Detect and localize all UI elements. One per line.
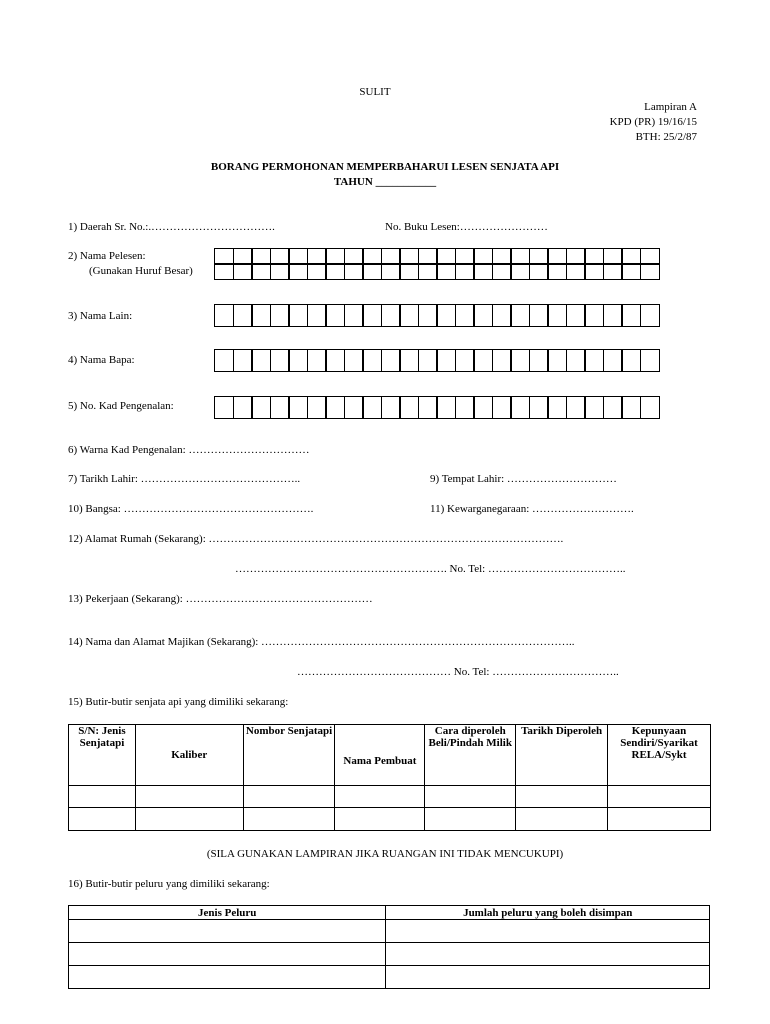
field-home-address-line2: …………………………………………………. No. Tel: ……………………………….. [235, 563, 626, 575]
firearm-header-ownership: Kepunyaan Sendiri/Syarikat RELA/Sykt [608, 725, 711, 786]
field-ic-number-label: 5) No. Kad Pengenalan: [68, 400, 174, 412]
firearm-header-acquired-how: Cara diperoleh Beli/Pindah Milik [425, 725, 516, 786]
table-cell[interactable] [516, 808, 608, 831]
table-cell[interactable] [135, 786, 243, 808]
field-firearms-label: 15) Butir-butir senjata api yang dimiliki sekarang: [68, 696, 289, 708]
insufficient-space-note: (SILA GUNAKAN LAMPIRAN JIKA RUANGAN INI TIDAK MENCUKUPI) [206, 848, 564, 860]
table-cell[interactable] [69, 966, 386, 989]
licensee-name-boxes-row2[interactable] [214, 263, 658, 280]
field-employer-line2: …………………………………… No. Tel: …………………………….. [297, 666, 619, 678]
table-cell[interactable] [516, 786, 608, 808]
classification-label: SULIT [359, 86, 391, 98]
form-title: BORANG PERMOHONAN MEMPERBAHARUI LESEN SENJATA API [210, 161, 560, 173]
ic-number-boxes[interactable] [214, 396, 658, 419]
field-licensee-name-label: 2) Nama Pelesen: [68, 250, 146, 262]
table-cell[interactable] [608, 808, 711, 831]
field-father-name-label: 4) Nama Bapa: [68, 354, 135, 366]
table-cell[interactable] [386, 966, 710, 989]
field-place-of-birth: 9) Tempat Lahir: ………………………… [430, 473, 617, 485]
table-cell[interactable] [69, 943, 386, 966]
table-cell[interactable] [335, 786, 425, 808]
table-cell[interactable] [386, 943, 710, 966]
firearm-header-calibre: Kaliber [135, 725, 243, 786]
table-cell[interactable] [386, 920, 710, 943]
ammunition-table [68, 905, 710, 989]
field-ammunition-label: 16) Butir-butir peluru yang dimiliki sekarang: [68, 878, 270, 890]
ref-line-2: KPD (PR) 19/16/15 [609, 116, 697, 128]
field-licensee-name-hint: (Gunakan Huruf Besar) [89, 265, 193, 277]
form-year: TAHUN ___________ [333, 176, 437, 188]
table-cell[interactable] [425, 808, 516, 831]
table-cell[interactable] [69, 920, 386, 943]
field-ic-colour: 6) Warna Kad Pengenalan: …………………………… [68, 444, 310, 456]
field-district-serial: 1) Daerah Sr. No.:.……………………………. [68, 221, 275, 233]
ammo-header-quantity: Jumlah peluru yang boleh disimpan [386, 906, 710, 920]
father-name-boxes[interactable] [214, 349, 658, 372]
firearm-header-type: S/N: Jenis Senjatapi [69, 725, 136, 786]
firearm-header-maker: Nama Pembuat [335, 725, 425, 786]
ref-line-1: Lampiran A [644, 101, 697, 113]
table-cell[interactable] [69, 808, 136, 831]
field-occupation: 13) Pekerjaan (Sekarang): …………………………………………… [68, 593, 373, 605]
field-employer: 14) Nama dan Alamat Majikan (Sekarang): ………………………………………………………………………….. [68, 636, 575, 648]
firearm-table [68, 724, 711, 831]
field-date-of-birth: 7) Tarikh Lahir: …………………………………….. [68, 473, 301, 485]
field-license-book-no: No. Buku Lesen:…………………… [385, 221, 548, 233]
table-cell[interactable] [425, 786, 516, 808]
ref-line-3: BTH: 25/2/87 [635, 131, 697, 143]
field-home-address: 12) Alamat Rumah (Sekarang): ……………………………………………………………………………………. [68, 533, 564, 545]
table-cell[interactable] [243, 786, 335, 808]
table-cell[interactable] [243, 808, 335, 831]
ammo-header-type: Jenis Peluru [69, 906, 386, 920]
table-cell[interactable] [135, 808, 243, 831]
firearm-header-acquired-date: Tarikh Diperoleh [516, 725, 608, 786]
table-cell[interactable] [69, 786, 136, 808]
field-race: 10) Bangsa: ……………………………………………. [68, 503, 314, 515]
table-cell[interactable] [335, 808, 425, 831]
other-name-boxes[interactable] [214, 304, 658, 327]
firearm-header-number: Nombor Senjatapi [243, 725, 335, 786]
field-nationality: 11) Kewarganegaraan: ………………………. [430, 503, 634, 515]
table-cell[interactable] [608, 786, 711, 808]
field-other-name-label: 3) Nama Lain: [68, 310, 133, 322]
